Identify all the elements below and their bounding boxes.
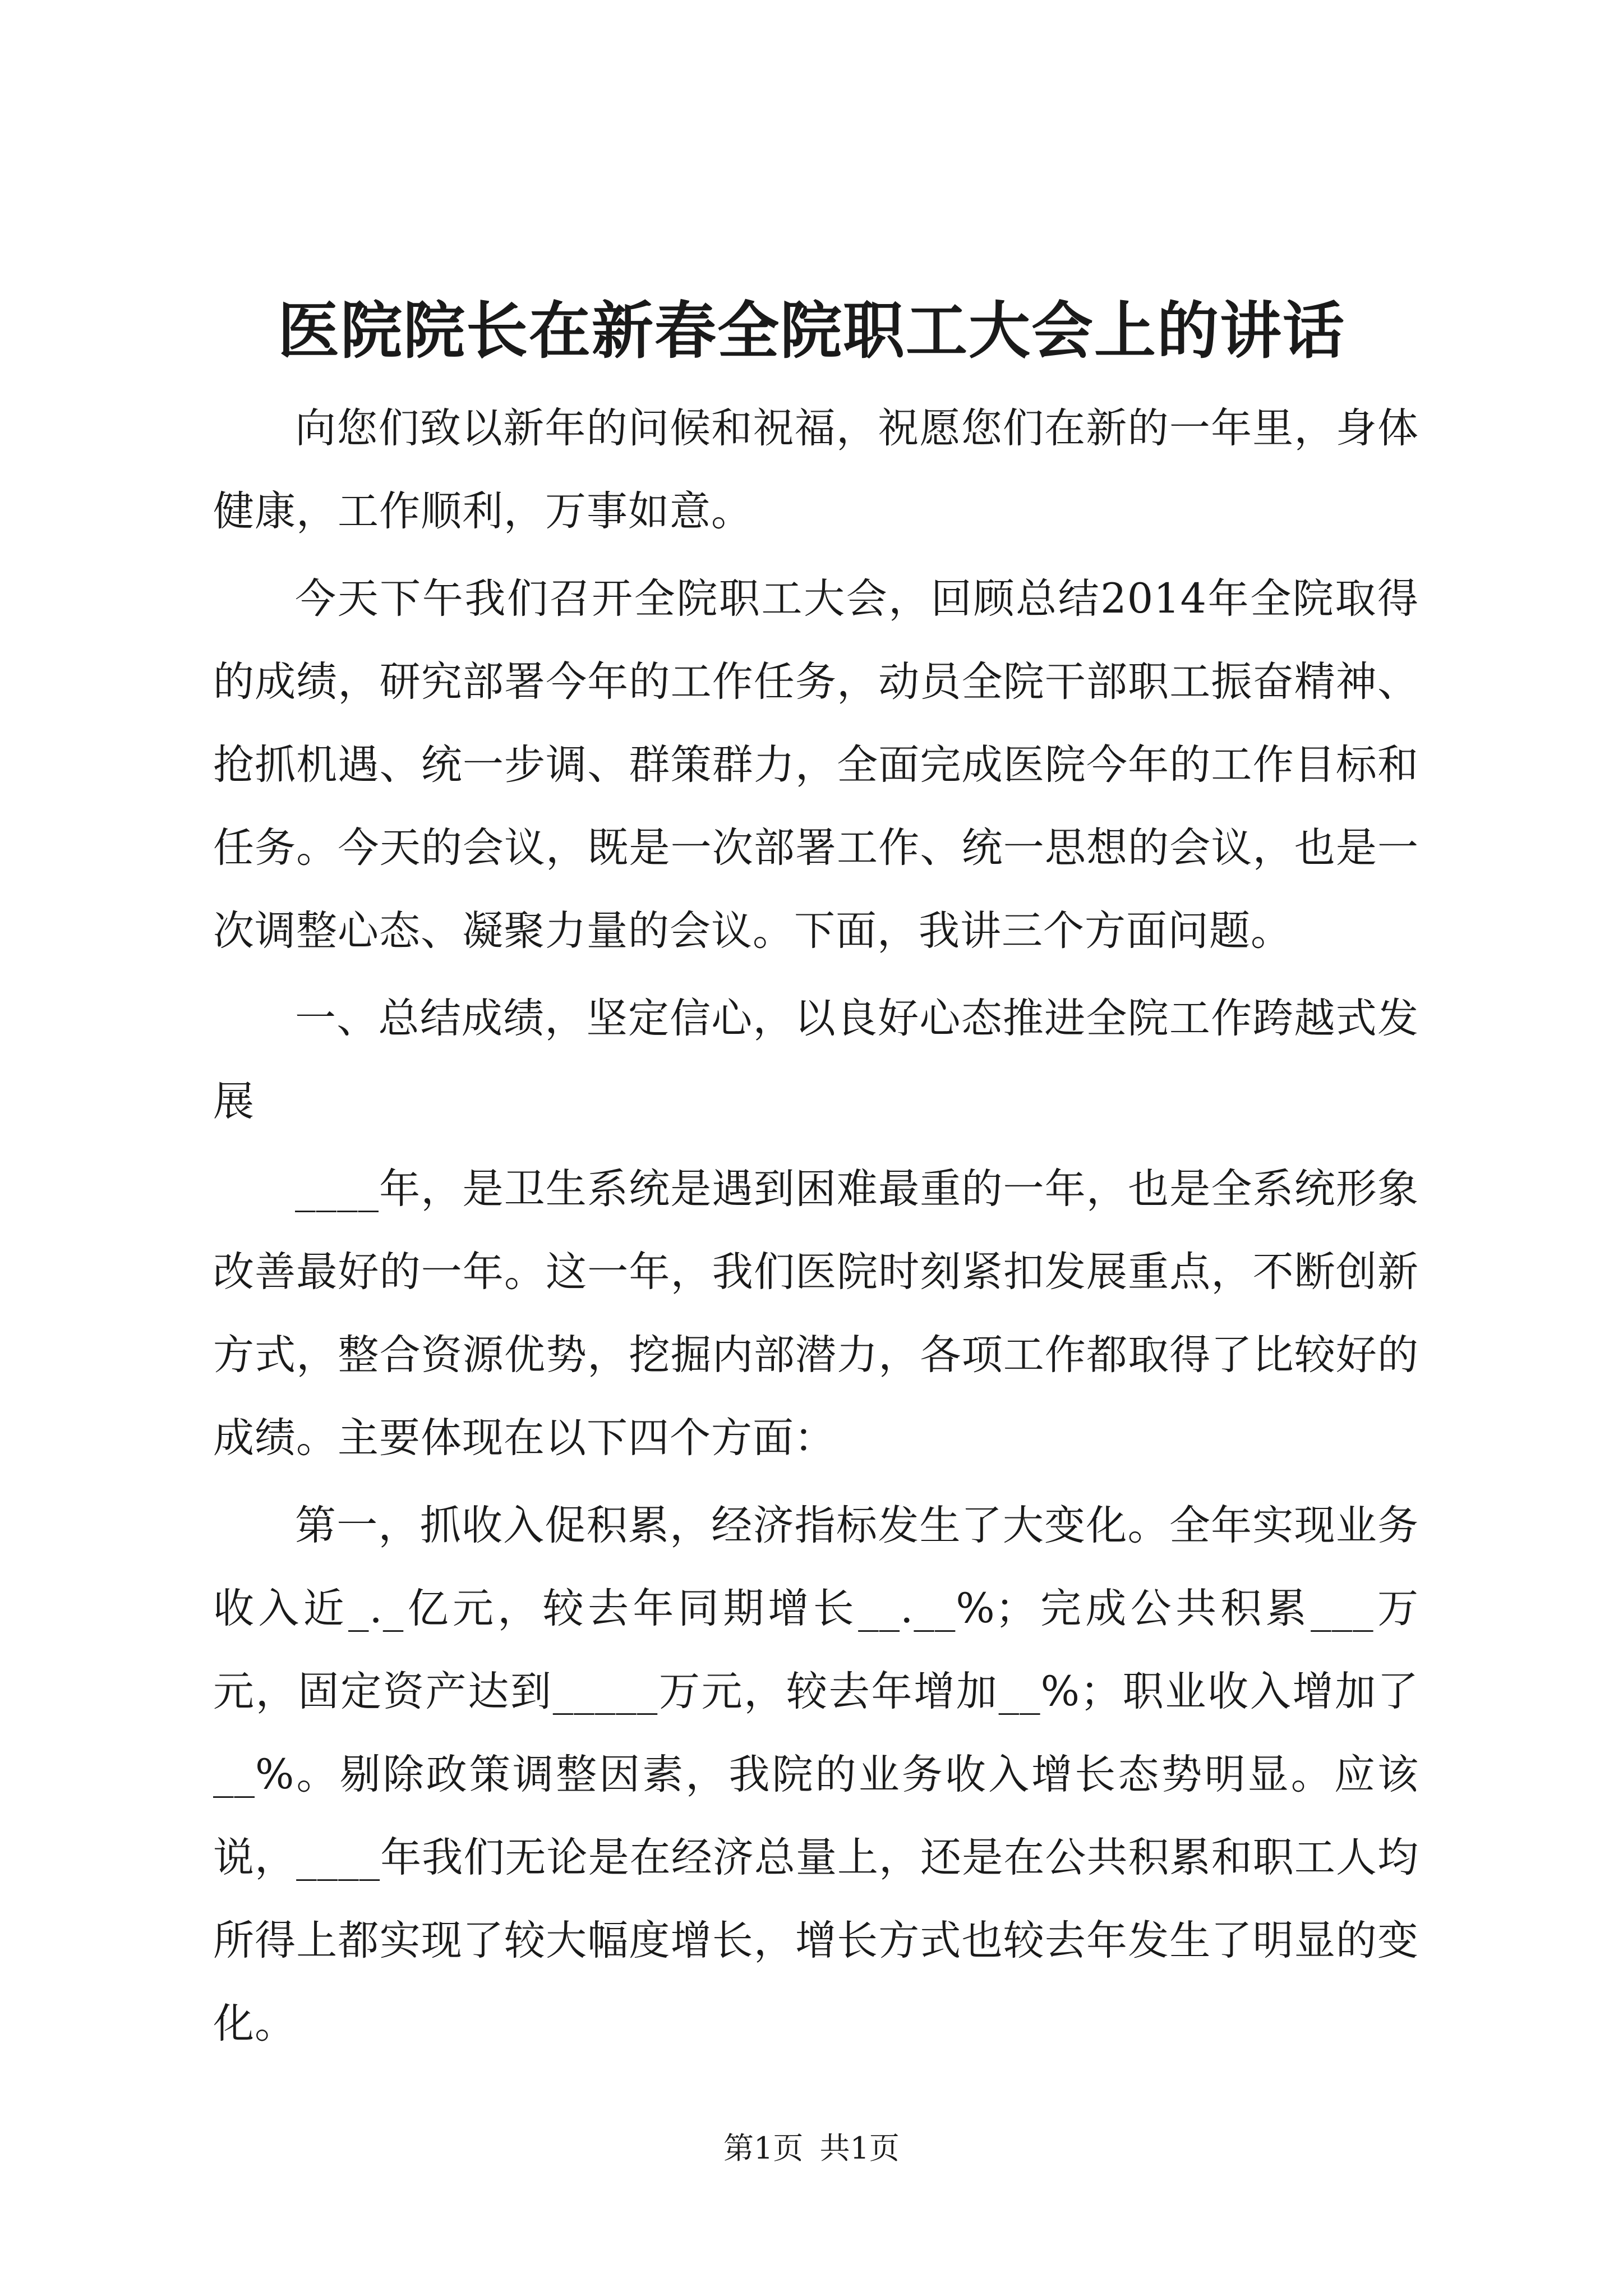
page-footer xyxy=(0,2126,1623,2171)
paragraph-meeting-intro: 今天下午我们召开全院职工大会，回顾总结2014年全院取得的成绩，研究部署今年的工作任务，动员全院干部职工振奋精神、抢抓机遇、统一步调、群策群力，全面完成医院今年的工作目标和任务。今天的会议，既是一次部署工作、统一思想的会议，也是一次调整心态、凝聚力量的会议。下面，我讲三个方面问题。 xyxy=(213,575,1419,955)
page-total: 共1页 xyxy=(819,2131,900,2166)
paragraph-greeting: 向您们致以新年的问候和祝福，祝愿您们在新的一年里，身体健康，工作顺利，万事如意。 xyxy=(213,404,1419,535)
document-body xyxy=(213,387,1419,2070)
paragraph-year-review: ____年，是卫生系统是遇到困难最重的一年，也是全系统形象改善最好的一年。这一年，我们医院时刻紧扣发展重点，不断创新方式，整合资源优势，挖掘内部潜力，各项工作都取得了比较好的成绩。主要体现在以下四个方面： xyxy=(213,1165,1419,1462)
section-heading-one: 一、总结成绩，坚定信心，以良好心态推进全院工作跨越式发展 xyxy=(213,995,1419,1125)
page-number: 第1页 xyxy=(723,2131,804,2166)
document-title: 医院院长在新春全院职工大会上的讲话 xyxy=(278,295,1345,367)
paragraph-economic-indicators: 第一，抓收入促积累，经济指标发生了大变化。全年实现业务收入近_._亿元，较去年同期增长__.__%；完成公共积累___万元，固定资产达到_____万元，较去年增加__%；职业收入增加了__%。剔除政策调整因素，我院的业务收入增长态势明显。应该说，____年我们无论是在经济总量上，还是在公共积累和职工人均所得上都实现了较大幅度增长，增长方式也较去年发生了明显的变化。 xyxy=(213,1502,1419,2047)
